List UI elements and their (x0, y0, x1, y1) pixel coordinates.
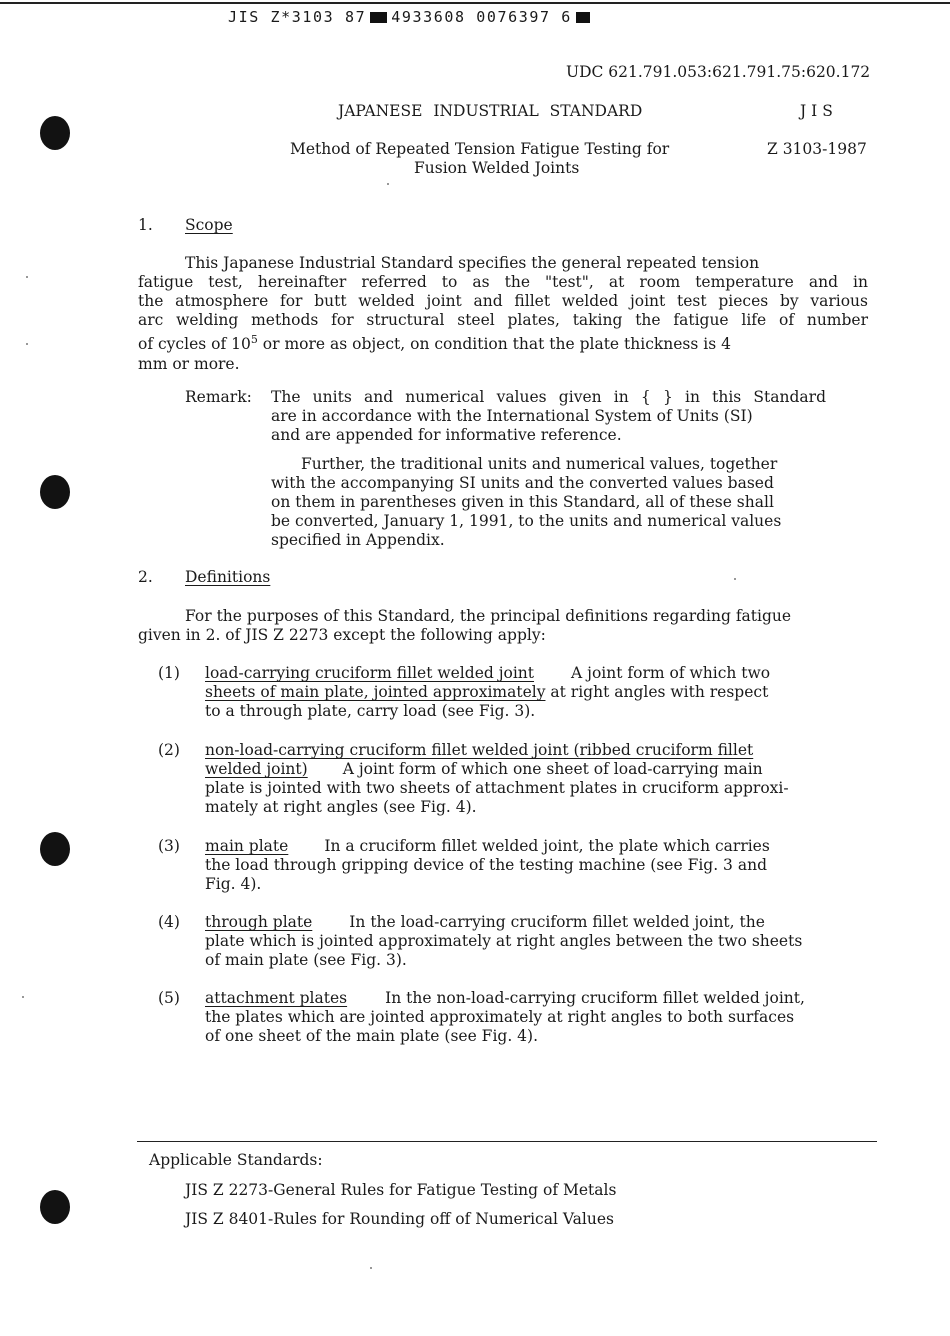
definition-line: of main plate (see Fig. 3). (205, 951, 407, 970)
definition-line: Fig. 4). (205, 875, 262, 894)
definition-term: main plate (205, 837, 289, 855)
definition-term: non-load-carrying cruciform fillet welded joint (ribbed cruciform fillet (205, 741, 754, 759)
definition-number: (1) (158, 664, 180, 682)
header-code-part1: JIS Z*3103 87 (228, 8, 367, 26)
definition-line (205, 989, 873, 1008)
standard-number: Z 3103-1987 (767, 140, 867, 158)
binder-hole (40, 832, 70, 866)
scope-line: the atmosphere for butt welded joint and fillet welded joint test pieces by various (138, 292, 868, 311)
definition-term: attachment plates (205, 989, 348, 1007)
definition-text: at right angles with respect (545, 683, 769, 702)
document-title-line-2: Fusion Welded Joints (414, 159, 580, 177)
definition-line (205, 664, 845, 683)
definition-line: of one sheet of the main plate (see Fig. 4). (205, 1027, 539, 1046)
definition-term: through plate (205, 913, 313, 931)
scope-number: 1. (138, 216, 153, 234)
definition-line: mately at right angles (see Fig. 4). (205, 798, 477, 817)
definition-line: plate is jointed with two sheets of attachment plates in cruciform approxi- (205, 779, 789, 798)
document-title-line-1: Method of Repeated Tension Fatigue Testing for (290, 140, 670, 158)
definition-item-5 (205, 989, 873, 1046)
scan-speck (22, 996, 24, 998)
scope-line: fatigue test, hereinafter referred to as the "test", at room temperature and in (138, 273, 868, 292)
definition-line (205, 741, 865, 760)
scope-line: arc welding methods for structural steel plates, taking the fatigue life of number (138, 311, 868, 330)
definition-text: In the non-load-carrying cruciform fillet welded joint, (385, 989, 805, 1007)
scope-paragraph (138, 254, 868, 374)
scope-line-text: of cycles of 10 (138, 335, 251, 354)
definition-number: (2) (158, 741, 180, 759)
definition-item-2 (205, 741, 865, 817)
remark-line: with the accompanying SI units and the converted values based (271, 474, 774, 493)
definition-number: (3) (158, 837, 180, 855)
header-code-strip (228, 8, 590, 26)
remark-paragraph-1 (271, 388, 826, 445)
applicable-standards-label: Applicable Standards: (149, 1151, 323, 1169)
scan-speck (387, 183, 389, 185)
binder-hole (40, 1190, 70, 1224)
redaction-block (370, 12, 387, 23)
definitions-intro-line: given in 2. of JIS Z 2273 except the following apply: (138, 626, 546, 645)
definition-text: In the load-carrying cruciform fillet welded joint, the (349, 913, 765, 931)
definition-line (205, 837, 845, 856)
scope-heading: Scope (185, 216, 233, 234)
top-border-line (0, 2, 950, 4)
header-code-part2: 4933608 0076397 6 (391, 8, 572, 26)
definition-number: (5) (158, 989, 180, 1007)
definition-line (205, 683, 845, 702)
remark-label: Remark: (185, 388, 252, 406)
definition-text: In a cruciform fillet welded joint, the plate which carries (324, 837, 770, 855)
scope-line-text: or more as object, on condition that the plate thickness is 4 (257, 335, 731, 354)
scan-speck (26, 276, 28, 278)
definition-term: load-carrying cruciform fillet welded joint (205, 664, 535, 682)
scope-line: mm or more. (138, 354, 240, 373)
standard-label: JAPANESE INDUSTRIAL STANDARD (338, 102, 643, 120)
definition-item-1 (205, 664, 845, 721)
remark-line: on them in parentheses given in this Standard, all of these shall (271, 493, 774, 512)
udc-code: UDC 621.791.053:621.791.75:620.172 (566, 63, 871, 81)
definitions-intro-line: For the purposes of this Standard, the principal definitions regarding fatigue (185, 607, 792, 625)
definitions-intro (138, 607, 863, 645)
remark-line: and are appended for informative reference. (271, 426, 622, 445)
remark-line: be converted, January 1, 1991, to the units and numerical values (271, 512, 782, 531)
definition-number: (4) (158, 913, 180, 931)
remark-line: are in accordance with the International System of Units (SI) (271, 407, 753, 426)
scan-speck (370, 1267, 372, 1269)
definition-line (205, 760, 865, 779)
binder-hole (40, 116, 70, 150)
remark-line: Further, the traditional units and numerical values, together (301, 455, 778, 473)
scan-speck (26, 343, 28, 345)
definition-line: plate which is jointed approximately at right angles between the two sheets (205, 932, 803, 951)
definition-line: the plates which are jointed approximately at right angles to both surfaces (205, 1008, 795, 1027)
definitions-number: 2. (138, 568, 153, 586)
applicable-standard-item: JIS Z 2273-General Rules for Fatigue Testing of Metals (185, 1181, 617, 1199)
remark-paragraph-2 (271, 455, 841, 550)
scope-line: This Japanese Industrial Standard specifies the general repeated tension (185, 254, 760, 272)
redaction-block (576, 12, 590, 23)
definition-line: the load through gripping device of the testing machine (see Fig. 3 and (205, 856, 767, 875)
scope-exponent: 5 (250, 333, 258, 347)
binder-hole (40, 475, 70, 509)
definition-term: welded joint) (205, 760, 308, 779)
definition-text: A joint form of which one sheet of load-carrying main (342, 760, 763, 779)
footnote-divider (137, 1141, 877, 1142)
remark-line: The units and numerical values given in { } in this Standard (271, 388, 826, 406)
definitions-heading: Definitions (185, 568, 271, 586)
applicable-standard-item: JIS Z 8401-Rules for Rounding off of Numerical Values (185, 1210, 614, 1228)
definition-item-4 (205, 913, 877, 970)
jis-label: J I S (800, 102, 833, 120)
definition-text: A joint form of which two (571, 664, 771, 682)
definition-line (205, 913, 877, 932)
definition-term: sheets of main plate, jointed approximately (205, 683, 546, 702)
definition-line: to a through plate, carry load (see Fig. 3). (205, 702, 536, 721)
remark-line: specified in Appendix. (271, 531, 445, 550)
definition-item-3 (205, 837, 845, 894)
scope-line (138, 330, 868, 354)
scan-speck (734, 578, 736, 580)
